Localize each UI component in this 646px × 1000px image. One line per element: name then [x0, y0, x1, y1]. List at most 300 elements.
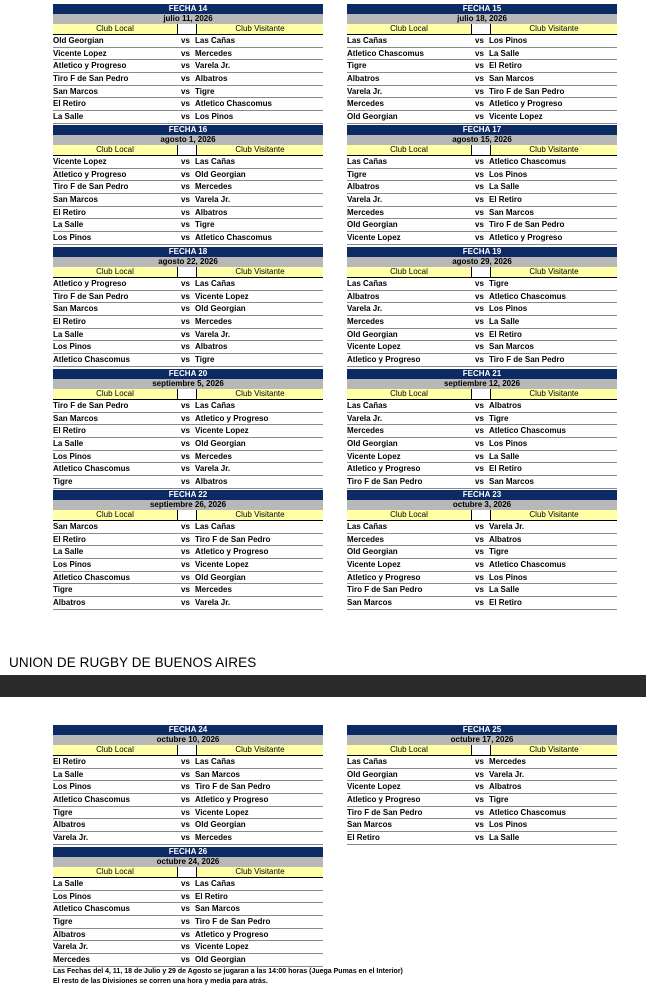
- home-team: Albatros: [347, 74, 380, 84]
- fecha-title: FECHA 15: [347, 4, 617, 14]
- match-row: [53, 35, 323, 48]
- vs-label: vs: [181, 401, 190, 410]
- home-team: El Retiro: [53, 317, 86, 327]
- vs-label: vs: [475, 329, 484, 339]
- fecha-title: FECHA 26: [53, 847, 323, 857]
- away-team: Las Cañas: [195, 522, 236, 531]
- header-club-visitante: Club Visitante: [235, 389, 285, 398]
- home-team: Atletico y Progreso: [347, 355, 421, 365]
- vs-label: vs: [181, 342, 190, 352]
- match-row: [347, 207, 617, 220]
- column-headers: [53, 867, 323, 878]
- vs-label: vs: [475, 317, 484, 327]
- away-team: Las Cañas: [195, 279, 236, 288]
- vs-label: vs: [181, 572, 190, 582]
- match-row: [347, 73, 617, 86]
- home-team: El Retiro: [53, 207, 86, 217]
- home-team: Los Pinos: [53, 891, 92, 901]
- match-row: [53, 156, 323, 169]
- match-row: [53, 819, 323, 832]
- match-row: [53, 807, 323, 820]
- match-row: [53, 425, 323, 438]
- home-team: Tigre: [53, 917, 73, 927]
- away-team: Las Cañas: [195, 757, 236, 766]
- away-team: Atletico y Progreso: [195, 413, 269, 423]
- away-team: Los Pinos: [489, 572, 528, 582]
- column-headers: [347, 745, 617, 756]
- vs-label: vs: [475, 522, 484, 531]
- away-team: San Marcos: [489, 342, 534, 352]
- match-row: [53, 169, 323, 182]
- away-team: La Salle: [489, 317, 520, 327]
- away-team: Mercedes: [195, 451, 232, 461]
- away-team: Tiro F de San Pedro: [489, 86, 565, 96]
- fecha-title: FECHA 20: [53, 369, 323, 379]
- vs-label: vs: [475, 233, 484, 243]
- away-team: Las Cañas: [195, 401, 236, 410]
- away-team: Atletico Chascomus: [489, 157, 566, 166]
- home-team: La Salle: [53, 439, 84, 449]
- away-team: Los Pinos: [489, 169, 528, 179]
- away-team: Albatros: [195, 342, 228, 352]
- union-title: UNION DE RUGBY DE BUENOS AIRES: [9, 655, 257, 670]
- home-team: Tiro F de San Pedro: [53, 401, 129, 410]
- away-team: Tiro F de San Pedro: [489, 355, 565, 365]
- header-club-local: Club Local: [53, 745, 178, 755]
- away-team: Vicente Lopez: [195, 942, 249, 952]
- away-team: Atletico Chascomus: [195, 233, 272, 243]
- vs-label: vs: [181, 413, 190, 423]
- match-row: [53, 232, 323, 245]
- home-team: Vicente Lopez: [347, 342, 401, 352]
- away-team: Atletico Chascomus: [489, 560, 566, 570]
- vs-label: vs: [181, 879, 190, 888]
- header-spacer: [472, 267, 491, 277]
- match-row: [53, 929, 323, 942]
- vs-label: vs: [181, 891, 190, 901]
- away-team: Atletico y Progreso: [489, 99, 563, 109]
- away-team: Tigre: [489, 413, 509, 423]
- column-headers: [53, 24, 323, 35]
- vs-label: vs: [181, 560, 190, 570]
- fecha-date: septiembre 5, 2026: [53, 379, 323, 389]
- fecha-table: [347, 247, 617, 367]
- vs-label: vs: [475, 820, 484, 830]
- match-row: [53, 207, 323, 220]
- vs-label: vs: [181, 917, 190, 927]
- home-team: Varela Jr.: [347, 195, 383, 205]
- fecha-date: agosto 29, 2026: [347, 257, 617, 267]
- match-row: [347, 463, 617, 476]
- home-team: Tiro F de San Pedro: [347, 807, 423, 817]
- match-row: [53, 891, 323, 904]
- column-headers: [53, 745, 323, 756]
- match-row: [53, 794, 323, 807]
- fecha-date: agosto 1, 2026: [53, 135, 323, 145]
- vs-label: vs: [181, 355, 190, 365]
- vs-label: vs: [181, 74, 190, 84]
- home-team: San Marcos: [53, 522, 98, 531]
- home-team: Varela Jr.: [347, 413, 383, 423]
- fecha-date: julio 18, 2026: [347, 14, 617, 24]
- home-team: Atletico y Progreso: [347, 572, 421, 582]
- away-team: Old Georgian: [195, 439, 246, 449]
- home-team: Old Georgian: [53, 36, 104, 45]
- away-team: Atletico Chascomus: [489, 291, 566, 301]
- away-team: El Retiro: [489, 61, 522, 71]
- fecha-title: FECHA 19: [347, 247, 617, 257]
- header-spacer: [178, 145, 197, 155]
- header-club-local: Club Local: [347, 267, 472, 277]
- away-team: San Marcos: [489, 477, 534, 487]
- match-row: [53, 476, 323, 489]
- away-team: Albatros: [489, 534, 522, 544]
- fecha-table: [347, 369, 617, 489]
- home-team: Tiro F de San Pedro: [53, 182, 129, 192]
- vs-label: vs: [475, 74, 484, 84]
- home-team: Tigre: [347, 61, 367, 71]
- match-row: [53, 769, 323, 782]
- vs-label: vs: [181, 317, 190, 327]
- vs-label: vs: [181, 904, 190, 914]
- fecha-table: [53, 247, 323, 367]
- column-headers: [53, 510, 323, 521]
- vs-label: vs: [181, 547, 190, 557]
- home-team: El Retiro: [53, 99, 86, 109]
- home-team: San Marcos: [53, 413, 98, 423]
- section-divider-bar: [0, 675, 646, 697]
- away-team: Albatros: [195, 477, 228, 487]
- home-team: Los Pinos: [53, 782, 92, 792]
- away-team: El Retiro: [195, 891, 228, 901]
- vs-label: vs: [181, 329, 190, 339]
- home-team: Albatros: [347, 182, 380, 192]
- vs-label: vs: [475, 61, 484, 71]
- home-team: San Marcos: [53, 304, 98, 314]
- vs-label: vs: [181, 86, 190, 96]
- vs-label: vs: [475, 157, 484, 166]
- match-row: [347, 354, 617, 367]
- fecha-table: [347, 725, 617, 845]
- match-row: [53, 438, 323, 451]
- vs-label: vs: [475, 757, 484, 766]
- header-club-visitante: Club Visitante: [235, 24, 285, 33]
- match-row: [53, 559, 323, 572]
- vs-label: vs: [475, 112, 484, 122]
- vs-label: vs: [181, 598, 190, 608]
- match-row: [347, 111, 617, 124]
- match-row: [347, 559, 617, 572]
- column-headers: [53, 145, 323, 156]
- away-team: Atletico Chascomus: [489, 426, 566, 436]
- home-team: Albatros: [53, 820, 86, 830]
- fecha-title: FECHA 22: [53, 490, 323, 500]
- header-club-local: Club Local: [347, 145, 472, 155]
- match-row: [347, 219, 617, 232]
- vs-label: vs: [181, 195, 190, 205]
- vs-label: vs: [181, 99, 190, 109]
- away-team: El Retiro: [489, 329, 522, 339]
- header-spacer: [178, 267, 197, 277]
- home-team: Vicente Lopez: [347, 560, 401, 570]
- match-row: [53, 781, 323, 794]
- vs-label: vs: [181, 807, 190, 817]
- column-headers: [347, 24, 617, 35]
- vs-label: vs: [181, 233, 190, 243]
- match-row: [53, 111, 323, 124]
- match-row: [347, 329, 617, 342]
- away-team: Vicente Lopez: [195, 291, 249, 301]
- home-team: Atletico y Progreso: [53, 169, 127, 179]
- away-team: Varela Jr.: [195, 61, 231, 71]
- header-club-visitante: Club Visitante: [235, 267, 285, 276]
- header-club-visitante: Club Visitante: [235, 745, 285, 754]
- home-team: Mercedes: [347, 426, 384, 436]
- match-row: [53, 400, 323, 413]
- header-club-visitante: Club Visitante: [529, 145, 579, 154]
- away-team: La Salle: [489, 833, 520, 843]
- away-team: Mercedes: [489, 757, 526, 766]
- header-spacer: [472, 145, 491, 155]
- match-row: [53, 219, 323, 232]
- match-row: [53, 278, 323, 291]
- away-team: Atletico Chascomus: [195, 99, 272, 109]
- match-row: [347, 819, 617, 832]
- home-team: Atletico y Progreso: [347, 795, 421, 805]
- home-team: Vicente Lopez: [53, 157, 107, 166]
- match-row: [347, 807, 617, 820]
- fecha-date: septiembre 26, 2026: [53, 500, 323, 510]
- home-team: Vicente Lopez: [53, 48, 107, 58]
- vs-label: vs: [475, 86, 484, 96]
- home-team: Varela Jr.: [347, 86, 383, 96]
- match-row: [53, 597, 323, 610]
- home-team: San Marcos: [347, 820, 392, 830]
- fecha-table: [53, 490, 323, 610]
- match-row: [347, 341, 617, 354]
- fecha-date: octubre 24, 2026: [53, 857, 323, 867]
- vs-label: vs: [181, 439, 190, 449]
- fecha-table: [347, 490, 617, 610]
- away-team: Albatros: [489, 782, 522, 792]
- column-headers: [347, 510, 617, 521]
- match-row: [53, 546, 323, 559]
- match-row: [53, 73, 323, 86]
- fecha-date: octubre 17, 2026: [347, 735, 617, 745]
- away-team: San Marcos: [195, 904, 240, 914]
- home-team: El Retiro: [347, 833, 380, 843]
- home-team: Varela Jr.: [53, 942, 89, 952]
- match-row: [347, 194, 617, 207]
- home-team: Atletico Chascomus: [53, 572, 130, 582]
- away-team: Old Georgian: [195, 572, 246, 582]
- home-team: Old Georgian: [347, 112, 398, 122]
- header-club-visitante: Club Visitante: [235, 145, 285, 154]
- away-team: Varela Jr.: [195, 329, 231, 339]
- fecha-title: FECHA 23: [347, 490, 617, 500]
- match-row: [53, 98, 323, 111]
- away-team: Mercedes: [195, 48, 232, 58]
- vs-label: vs: [475, 833, 484, 843]
- vs-label: vs: [181, 112, 190, 122]
- home-team: Mercedes: [347, 207, 384, 217]
- away-team: Atletico y Progreso: [195, 795, 269, 805]
- home-team: Old Georgian: [347, 220, 398, 230]
- header-club-visitante: Club Visitante: [529, 389, 579, 398]
- home-team: La Salle: [53, 879, 84, 888]
- match-row: [347, 60, 617, 73]
- vs-label: vs: [475, 807, 484, 817]
- vs-label: vs: [475, 547, 484, 557]
- home-team: La Salle: [53, 112, 84, 122]
- match-row: [347, 546, 617, 559]
- away-team: La Salle: [489, 48, 520, 58]
- away-team: Tiro F de San Pedro: [489, 220, 565, 230]
- match-row: [53, 572, 323, 585]
- header-spacer: [472, 745, 491, 755]
- vs-label: vs: [475, 769, 484, 779]
- fecha-date: julio 11, 2026: [53, 14, 323, 24]
- vs-label: vs: [181, 757, 190, 766]
- away-team: Vicente Lopez: [489, 112, 543, 122]
- fecha-title: FECHA 14: [53, 4, 323, 14]
- fecha-title: FECHA 21: [347, 369, 617, 379]
- vs-label: vs: [181, 585, 190, 595]
- home-team: Albatros: [53, 929, 86, 939]
- header-spacer: [178, 867, 197, 877]
- away-team: Old Georgian: [195, 169, 246, 179]
- fecha-title: FECHA 25: [347, 725, 617, 735]
- home-team: Mercedes: [347, 317, 384, 327]
- away-team: Tigre: [195, 355, 215, 365]
- vs-label: vs: [475, 401, 484, 410]
- home-team: Las Cañas: [347, 157, 388, 166]
- home-team: Las Cañas: [347, 279, 388, 288]
- away-team: Tiro F de San Pedro: [195, 782, 271, 792]
- home-team: Vicente Lopez: [347, 451, 401, 461]
- vs-label: vs: [181, 522, 190, 531]
- match-row: [347, 278, 617, 291]
- match-row: [53, 413, 323, 426]
- header-club-local: Club Local: [347, 389, 472, 399]
- fecha-date: agosto 15, 2026: [347, 135, 617, 145]
- vs-label: vs: [475, 439, 484, 449]
- match-row: [53, 451, 323, 464]
- match-row: [347, 794, 617, 807]
- column-headers: [347, 267, 617, 278]
- home-team: Tiro F de San Pedro: [53, 74, 129, 84]
- header-club-visitante: Club Visitante: [529, 510, 579, 519]
- away-team: El Retiro: [489, 598, 522, 608]
- vs-label: vs: [475, 782, 484, 792]
- vs-label: vs: [181, 534, 190, 544]
- match-row: [53, 463, 323, 476]
- header-spacer: [472, 510, 491, 520]
- match-row: [53, 903, 323, 916]
- away-team: Old Georgian: [195, 304, 246, 314]
- match-row: [347, 476, 617, 489]
- away-team: Albatros: [195, 74, 228, 84]
- home-team: Las Cañas: [347, 522, 388, 531]
- fecha-table: [53, 4, 323, 124]
- header-spacer: [178, 510, 197, 520]
- match-row: [347, 316, 617, 329]
- match-row: [347, 169, 617, 182]
- fecha-table: [347, 4, 617, 124]
- home-team: Vicente Lopez: [347, 782, 401, 792]
- away-team: Old Georgian: [195, 955, 246, 965]
- home-team: La Salle: [53, 220, 84, 230]
- vs-label: vs: [475, 534, 484, 544]
- header-club-visitante: Club Visitante: [529, 745, 579, 754]
- away-team: Las Cañas: [195, 36, 236, 45]
- away-team: Vicente Lopez: [195, 560, 249, 570]
- away-team: Las Cañas: [195, 157, 236, 166]
- away-team: Varela Jr.: [195, 464, 231, 474]
- home-team: El Retiro: [53, 757, 86, 766]
- vs-label: vs: [475, 560, 484, 570]
- vs-label: vs: [181, 304, 190, 314]
- home-team: Los Pinos: [53, 233, 92, 243]
- vs-label: vs: [181, 464, 190, 474]
- away-team: Tigre: [195, 220, 215, 230]
- home-team: El Retiro: [53, 426, 86, 436]
- match-row: [347, 181, 617, 194]
- home-team: San Marcos: [53, 86, 98, 96]
- header-spacer: [472, 389, 491, 399]
- fecha-table: [53, 725, 323, 845]
- vs-label: vs: [181, 451, 190, 461]
- away-team: Atletico Chascomus: [489, 807, 566, 817]
- match-row: [347, 303, 617, 316]
- note-line: Las Fechas del 4, 11, 18 de Julio y 29 de Agosto se jugaran a las 14:00 horas (Juega Pumas en el Interior): [53, 968, 403, 975]
- home-team: San Marcos: [53, 195, 98, 205]
- away-team: Tiro F de San Pedro: [195, 917, 271, 927]
- vs-label: vs: [181, 833, 190, 843]
- match-row: [53, 316, 323, 329]
- vs-label: vs: [475, 304, 484, 314]
- match-row: [347, 35, 617, 48]
- away-team: El Retiro: [489, 464, 522, 474]
- home-team: El Retiro: [53, 534, 86, 544]
- match-row: [347, 413, 617, 426]
- vs-label: vs: [475, 426, 484, 436]
- away-team: San Marcos: [489, 207, 534, 217]
- footer-notes: [53, 967, 403, 987]
- fecha-date: septiembre 12, 2026: [347, 379, 617, 389]
- vs-label: vs: [475, 585, 484, 595]
- vs-label: vs: [475, 598, 484, 608]
- match-row: [347, 86, 617, 99]
- home-team: La Salle: [53, 769, 84, 779]
- vs-label: vs: [475, 279, 484, 288]
- match-row: [347, 451, 617, 464]
- vs-label: vs: [181, 795, 190, 805]
- header-club-local: Club Local: [347, 510, 472, 520]
- vs-label: vs: [475, 464, 484, 474]
- match-row: [53, 48, 323, 61]
- vs-label: vs: [181, 477, 190, 487]
- home-team: Tigre: [347, 169, 367, 179]
- home-team: Albatros: [53, 598, 86, 608]
- home-team: Varela Jr.: [347, 304, 383, 314]
- vs-label: vs: [475, 795, 484, 805]
- away-team: Mercedes: [195, 317, 232, 327]
- home-team: Old Georgian: [347, 329, 398, 339]
- match-row: [347, 756, 617, 769]
- away-team: San Marcos: [489, 74, 534, 84]
- away-team: Old Georgian: [195, 820, 246, 830]
